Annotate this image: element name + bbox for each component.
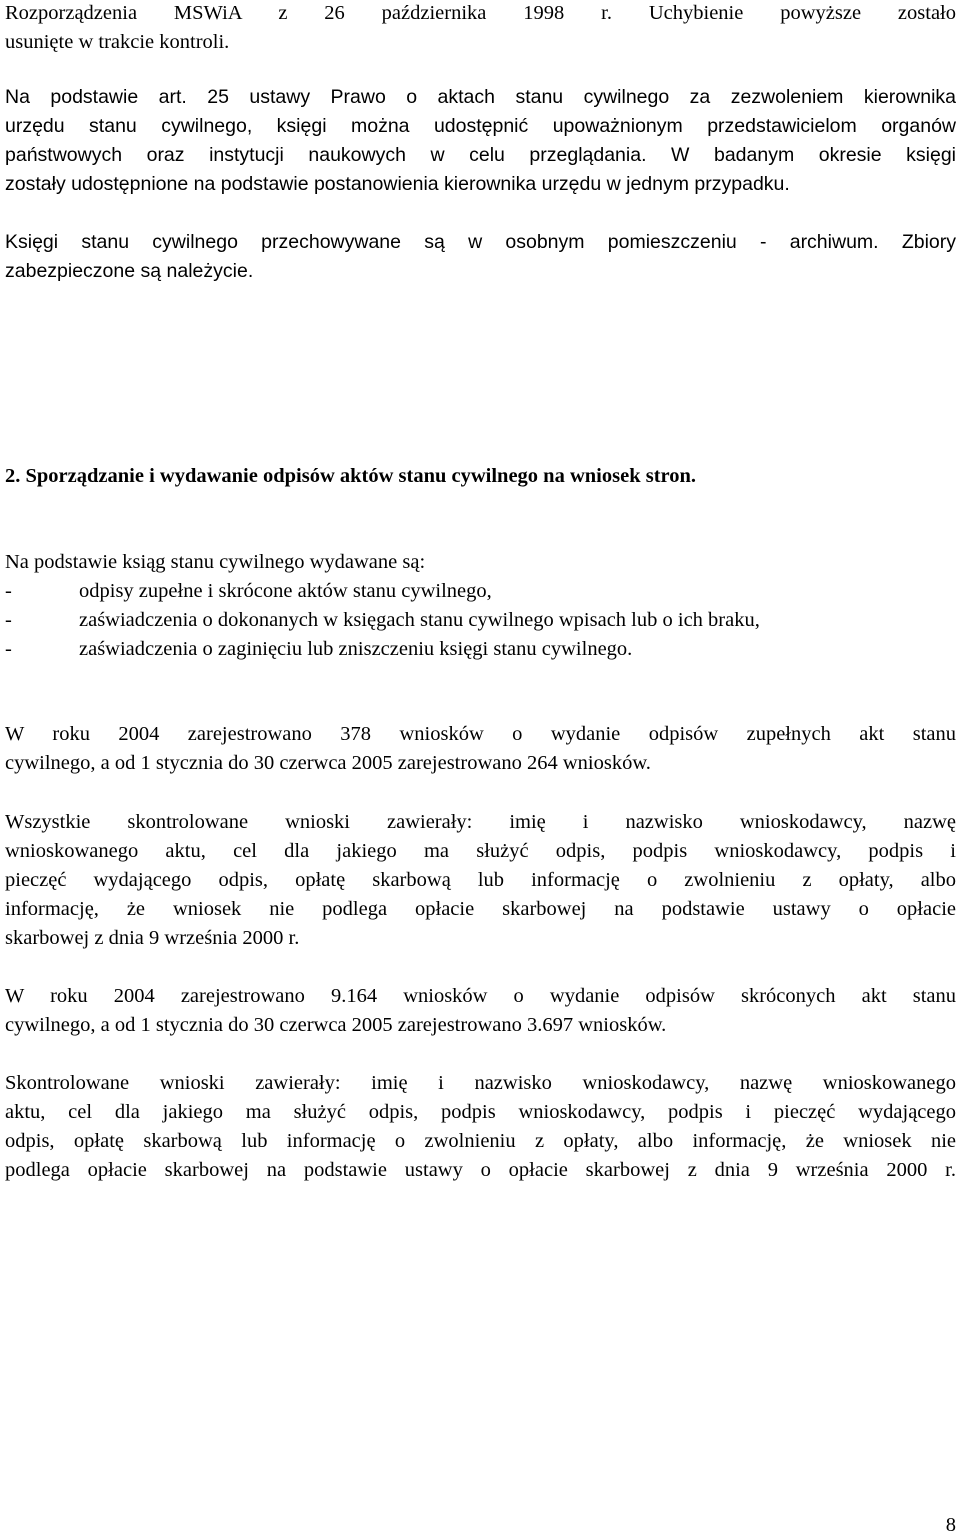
paragraph-full-copies (5, 720, 956, 778)
list-dash: - (5, 638, 12, 660)
text-line: Skontrolowane wnioski zawierały: imię i nazwisko wnioskodawcy, nazwę wnioskowanego (5, 1072, 956, 1094)
paragraph-regulation-note (5, 0, 956, 57)
text-line: zabezpieczone są należycie. (5, 260, 254, 282)
paragraph-short-copies (5, 982, 956, 1040)
list-item-text: odpisy zupełne i skrócone aktów stanu cywilnego, (79, 580, 492, 602)
page-number: 8 (945, 1514, 956, 1536)
list-dash: - (5, 609, 12, 631)
text-line: cywilnego, a od 1 stycznia do 30 czerwca 2005 zarejestrowano 264 wniosków. (5, 752, 651, 774)
text-line: Księgi stanu cywilnego przechowywane są w osobnym pomieszczeniu - archiwum. Zbiory (5, 231, 956, 253)
document-list (5, 577, 956, 664)
text-line: pieczęć wydającego odpis, opłatę skarbową lub informację o zwolnieniu z opłaty, albo (5, 869, 956, 891)
text-line: informację, że wniosek nie podlega opłacie skarbowej na podstawie ustawy o opłacie (5, 898, 956, 920)
list-item (5, 606, 956, 635)
text-line: usunięte w trakcie kontroli. (5, 31, 230, 53)
text-line: Na podstawie art. 25 ustawy Prawo o aktach stanu cywilnego za zezwoleniem kierownika (5, 86, 956, 108)
section-heading: 2. Sporządzanie i wydawanie odpisów aktów stanu cywilnego na wniosek stron. (5, 465, 697, 487)
text-line: W roku 2004 zarejestrowano 9.164 wniosków o wydanie odpisów skróconych akt stanu (5, 985, 956, 1007)
paragraph-short-copies-contents (5, 1069, 956, 1185)
text-line: skarbowej z dnia 9 września 2000 r. (5, 927, 300, 949)
text-line: Na podstawie ksiąg stanu cywilnego wydawane są: (5, 551, 426, 573)
list-intro (5, 548, 956, 577)
text-line: Wszystkie skontrolowane wnioski zawierały: imię i nazwisko wnioskodawcy, nazwę (5, 811, 956, 833)
text-line: aktu, cel dla jakiego ma służyć odpis, podpis wnioskodawcy, podpis i pieczęć wydającego (5, 1101, 956, 1123)
list-item-text: zaświadczenia o zaginięciu lub zniszczeniu księgi stanu cywilnego. (79, 638, 633, 660)
text-line: podlega opłacie skarbowej na podstawie ustawy o opłacie skarbowej z dnia 9 września 2000 r. (5, 1159, 956, 1181)
text-line: urzędu stanu cywilnego, księgi można udostępnić upoważnionym przedstawicielom organów (5, 115, 956, 137)
paragraph-article-25 (5, 83, 956, 199)
text-line: zostały udostępnione na podstawie postanowienia kierownika urzędu w jednym przypadku. (5, 173, 790, 195)
text-line: Rozporządzenia MSWiA z 26 października 1998 r. Uchybienie powyższe zostało (5, 2, 956, 24)
paragraph-archive (5, 228, 956, 286)
list-dash: - (5, 580, 12, 602)
text-line: W roku 2004 zarejestrowano 378 wniosków o wydanie odpisów zupełnych akt stanu (5, 723, 956, 745)
text-line: państwowych oraz instytucji naukowych w celu przeglądania. W badanym okresie księgi (5, 144, 956, 166)
text-line: odpis, opłatę skarbową lub informację o zwolnieniu z opłaty, albo informację, że wniosek nie (5, 1130, 956, 1152)
text-line: wnioskowanego aktu, cel dla jakiego ma służyć odpis, podpis wnioskodawcy, podpis i (5, 840, 956, 862)
list-item-text: zaświadczenia o dokonanych w księgach stanu cywilnego wpisach lub o ich braku, (79, 609, 760, 631)
text-line: cywilnego, a od 1 stycznia do 30 czerwca 2005 zarejestrowano 3.697 wniosków. (5, 1014, 667, 1036)
paragraph-full-copies-contents (5, 808, 956, 953)
list-item (5, 635, 956, 664)
list-item (5, 577, 956, 606)
